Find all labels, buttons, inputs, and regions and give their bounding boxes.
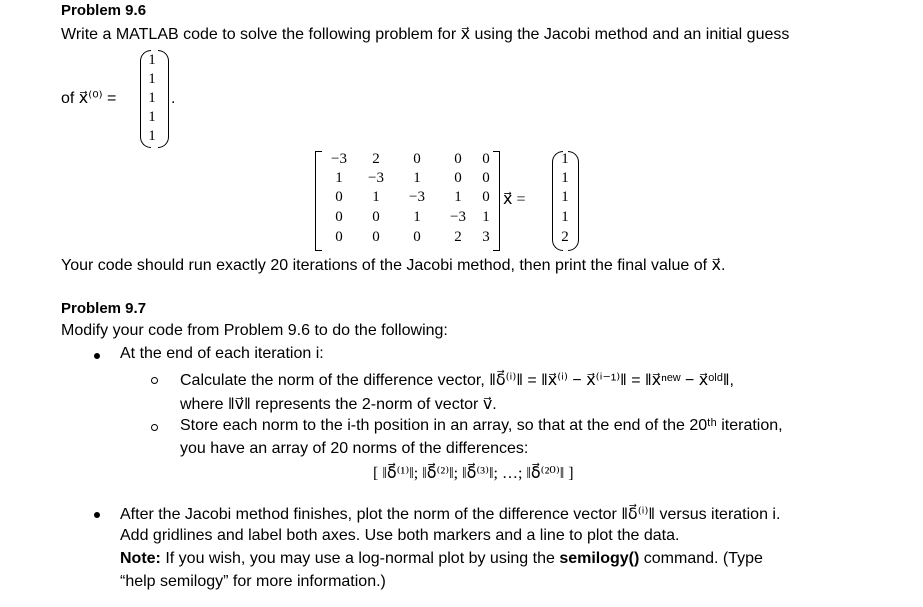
note-command: semilogy()	[559, 550, 640, 567]
rhs-entry: 1	[561, 151, 569, 167]
matrix-cell: 0	[372, 229, 380, 245]
rhs-entry: 2	[561, 229, 569, 245]
matrix-cell: −3	[368, 170, 384, 186]
rhs-entry: 1	[561, 170, 569, 186]
matrix-cell: 1	[413, 170, 421, 186]
problem-9-6-title: Problem 9.6	[61, 2, 147, 19]
initial-guess-label: of x⃗⁽⁰⁾ =	[61, 90, 117, 107]
matrix-cell: −3	[331, 151, 347, 167]
bullet-1-text: At the end of each iteration i:	[120, 345, 324, 362]
bullet-2-line-1: After the Jacobi method finishes, plot the norm of the difference vector ‖δ⃗⁽ⁱ⁾‖ versus iteration i.	[120, 506, 781, 523]
matrix-cell: 0	[335, 189, 343, 205]
sub-bullet-1-line-1: Calculate the norm of the difference vector, ‖δ⃗⁽ⁱ⁾‖ = ‖x⃗⁽ⁱ⁾ − x⃗⁽ⁱ⁻¹⁾‖ = ‖x⃗ⁿᵉʷ − x⃗ᵒˡᵈ‖,	[180, 372, 734, 389]
sub-bullet-1-line-2: where ‖v⃗‖ represents the 2-norm of vector v⃗.	[180, 396, 497, 413]
bullet-2-line-2: Add gridlines and label both axes. Use both markers and a line to plot the data.	[120, 527, 680, 544]
guess-entry: 1	[148, 71, 156, 87]
guess-entry: 1	[148, 90, 156, 106]
note-label: Note:	[120, 550, 161, 567]
matrix-cell: 0	[335, 229, 343, 245]
problem-9-6-statement: Write a MATLAB code to solve the following problem for x⃗ using the Jacobi method and an initial guess	[61, 26, 790, 43]
matrix-cell: 0	[454, 151, 462, 167]
note-line-1	[120, 550, 763, 568]
circle-bullet-icon	[151, 424, 158, 431]
rhs-entry: 1	[561, 209, 569, 225]
matrix-cell: 0	[454, 170, 462, 186]
iteration-instruction: Your code should run exactly 20 iterations of the Jacobi method, then print the final value of x⃗.	[61, 257, 726, 274]
bullet-icon	[94, 353, 100, 359]
matrix-cell: −3	[450, 209, 466, 225]
matrix-cell: 1	[413, 209, 421, 225]
matrix-cell: 0	[372, 209, 380, 225]
matrix-cell: 1	[482, 209, 490, 225]
matrix-cell: 2	[454, 229, 462, 245]
matrix-cell: 1	[372, 189, 380, 205]
matrix-cell: 2	[372, 151, 380, 167]
note-text-2: command. (Type	[639, 550, 763, 567]
matrix-cell: 0	[482, 170, 490, 186]
matrix-cell: 3	[482, 229, 490, 245]
matrix-cell: 1	[335, 170, 343, 186]
circle-bullet-icon	[151, 377, 158, 384]
bullet-icon	[94, 512, 100, 518]
norm-array-expression: [ ‖δ⃗⁽¹⁾‖; ‖δ⃗⁽²⁾‖; ‖δ⃗⁽³⁾‖; …; ‖δ⃗⁽²⁰⁾‖ ]	[373, 465, 574, 482]
x-equals: x⃗ =	[503, 191, 526, 208]
note-text-1: If you wish, you may use a log-normal plot by using the	[160, 550, 560, 567]
problem-9-7-intro: Modify your code from Problem 9.6 to do the following:	[61, 322, 448, 339]
matrix-cell: 0	[482, 189, 490, 205]
guess-entry: 1	[148, 52, 156, 68]
rhs-entry: 1	[561, 189, 569, 205]
sub-bullet-2-line-1: Store each norm to the i-th position in an array, so that at the end of the 20ᵗʰ iteration,	[180, 417, 783, 434]
matrix-cell: −3	[409, 189, 425, 205]
guess-entry: 1	[148, 109, 156, 125]
sub-bullet-2-line-2: you have an array of 20 norms of the differences:	[180, 440, 529, 457]
matrix-cell: 0	[482, 151, 490, 167]
matrix-cell: 0	[413, 151, 421, 167]
note-line-2: “help semilogy” for more information.)	[120, 573, 386, 590]
problem-9-7-title: Problem 9.7	[61, 300, 147, 317]
matrix-cell: 0	[413, 229, 421, 245]
matrix-cell: 1	[454, 189, 462, 205]
guess-entry: 1	[148, 128, 156, 144]
matrix-cell: 0	[335, 209, 343, 225]
